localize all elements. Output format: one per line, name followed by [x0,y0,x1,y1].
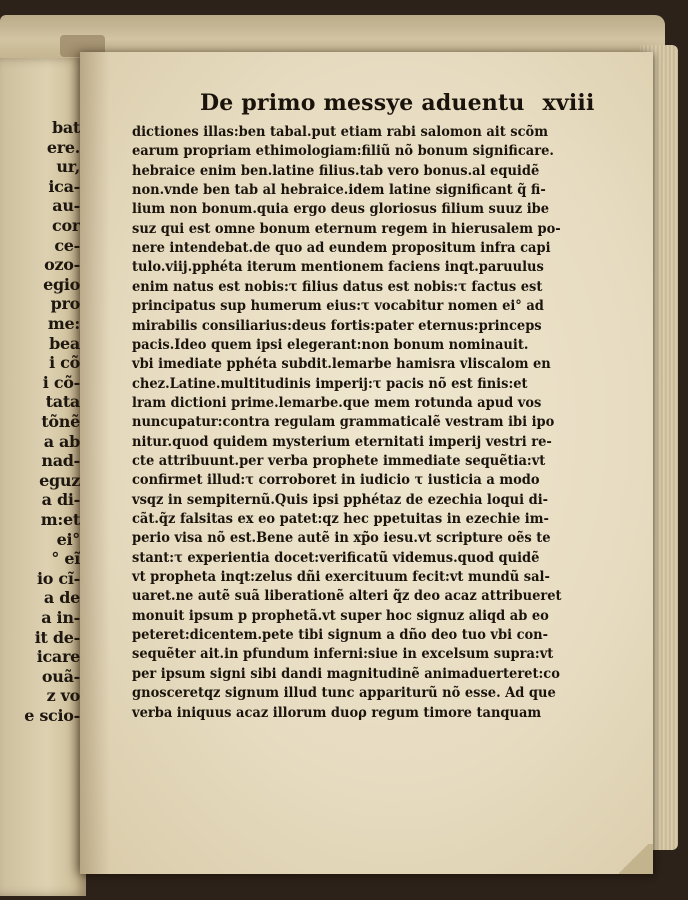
left-page-line: nad- [41,451,80,471]
left-page-line: bat [51,118,80,137]
left-page-line: ica- [48,176,80,196]
left-page-line: ° eĩ [51,549,80,569]
left-page-line: ere. [46,137,80,157]
text-line: mirabilis consiliarius:deus fortis:pater eternus:princeps [132,317,542,334]
left-page-line: a di- [41,490,80,510]
left-page-line: io cĩ- [37,568,80,588]
text-line: lram dictioni prime.lemarbe.que mem rotunda apud vos [132,394,542,411]
left-page-line: me: [47,314,80,333]
text-line: uaret.ne autẽ suã liberationẽ alteri q̃z deo acaz attribueret [132,588,562,605]
left-page-line: tata [45,392,80,412]
text-line: tulo.viij.pphéta iterum mentionem faciens inqt.paruulus [132,259,544,276]
folio-number: xviii [542,90,595,116]
text-line: per ipsum signi sibi dandi magnitudinẽ animaduerteret:co [132,665,560,682]
text-line: peteret:dicentem.pete tibi signum a dño deo tuo vbi con- [132,627,549,644]
recto-page [80,52,653,874]
text-line: stant:τ experientia docet:verificatũ videmus.quod quidẽ [132,549,540,566]
text-line: earum propriam ethimologiam:filiũ nõ bonum significare. [132,143,554,160]
left-page-line: icare [36,647,80,667]
text-line: enim natus est nobis:τ filius datus est nobis:τ factus est [132,278,543,295]
text-line: suz qui est omne bonum eternum regem in hierusalem po- [132,220,561,237]
page-corner [613,844,653,874]
running-head-title: De primo messye aduentu [200,90,525,116]
left-page-line: e scio- [24,706,80,725]
left-page-line: ozo- [44,255,80,275]
text-line: nitur.quod quidem mysterium eternitati imperij vestri re- [132,433,552,450]
left-page-line: cor [52,216,80,235]
left-page-line: bea [49,333,80,353]
left-page-line: ur, [56,157,80,177]
left-page-line: a ab [43,431,80,451]
text-line: sequẽter ait.in pfundum inferni:siue in excelsum supra:vt [132,646,554,663]
text-line: non.vnde ben tab al hebraice.idem latine significant q̃ fi- [132,182,546,199]
text-line: dictiones illas:ben tabal.put etiam rabi salomon ait scõm [132,124,549,140]
text-line: lium non bonum.quia ergo deus gloriosus filium suuz ibe [132,201,550,218]
text-line: vsqz in sempiternũ.Quis ipsi pphétaz de ezechia loqui di- [132,491,549,508]
left-page-line: a de [43,588,80,608]
text-line: vbi imediate pphéta subdit.lemarbe hamisra vliscalom en [132,356,551,373]
left-page-line: ce- [54,235,80,255]
text-line: pacis.Ideo quem ipsi elegerant:non bonum nominauit. [132,336,529,353]
left-page-line: ei° [56,529,80,549]
running-head [200,90,595,116]
left-page-line: pro [50,294,80,314]
left-page [0,58,86,896]
left-page-line: tõnẽ [41,412,80,431]
text-line: cte attribuunt.per verba prophete immediate sequẽtia:vt [132,452,546,469]
left-page-line: i cõ [49,353,80,373]
text-line: principatus sup humerum eius:τ vocabitur nomen ei° ad [132,298,544,315]
text-line: chez.Latine.multitudinis imperij:τ pacis nõ est finis:et [132,375,528,392]
text-line: perio visa nõ est.Bene autẽ in xp̃o iesu.vt scripture oẽs te [132,530,551,547]
left-page-line: a in- [41,608,80,627]
text-line: cãt.q̃z falsitas ex eo patet:qz hec ppetuitas in ezechie im- [132,511,549,527]
text-line: verba iniquus acaz illorum duoρ regum timore tanquam [132,704,542,721]
left-page-line: egio [43,274,80,294]
text-line: nere intendebat.de quo ad eundem propositum infra capi [132,240,551,257]
text-line: hebraice enim ben.latine filius.tab vero bonus.al equidẽ [132,162,540,179]
text-line: confirmet illud:τ corroboret in iudicio τ iusticia a modo [132,472,540,489]
left-page-line: m:et [40,510,80,529]
left-page-line: it de- [34,627,80,647]
gutter-shadow [80,52,110,874]
left-page-line: i cõ- [42,372,80,392]
text-line: nuncupatur:contra regulam grammaticalẽ vestram ibi ipo [132,414,555,431]
text-line: gnosceretqz signum illud tunc appariturũ nõ esse. Ad que [132,685,556,702]
text-line: vt propheta inqt:zelus dñi exercituum fecit:vt mundũ sal- [132,569,550,586]
left-page-line: eguz [39,470,80,490]
left-page-line: au- [52,196,80,216]
text-line: monuit ipsum p prophetã.vt super hoc signuz aliqd ab eo [132,607,549,624]
left-page-line: ouã- [41,666,80,686]
left-page-line: z vo [46,686,80,706]
